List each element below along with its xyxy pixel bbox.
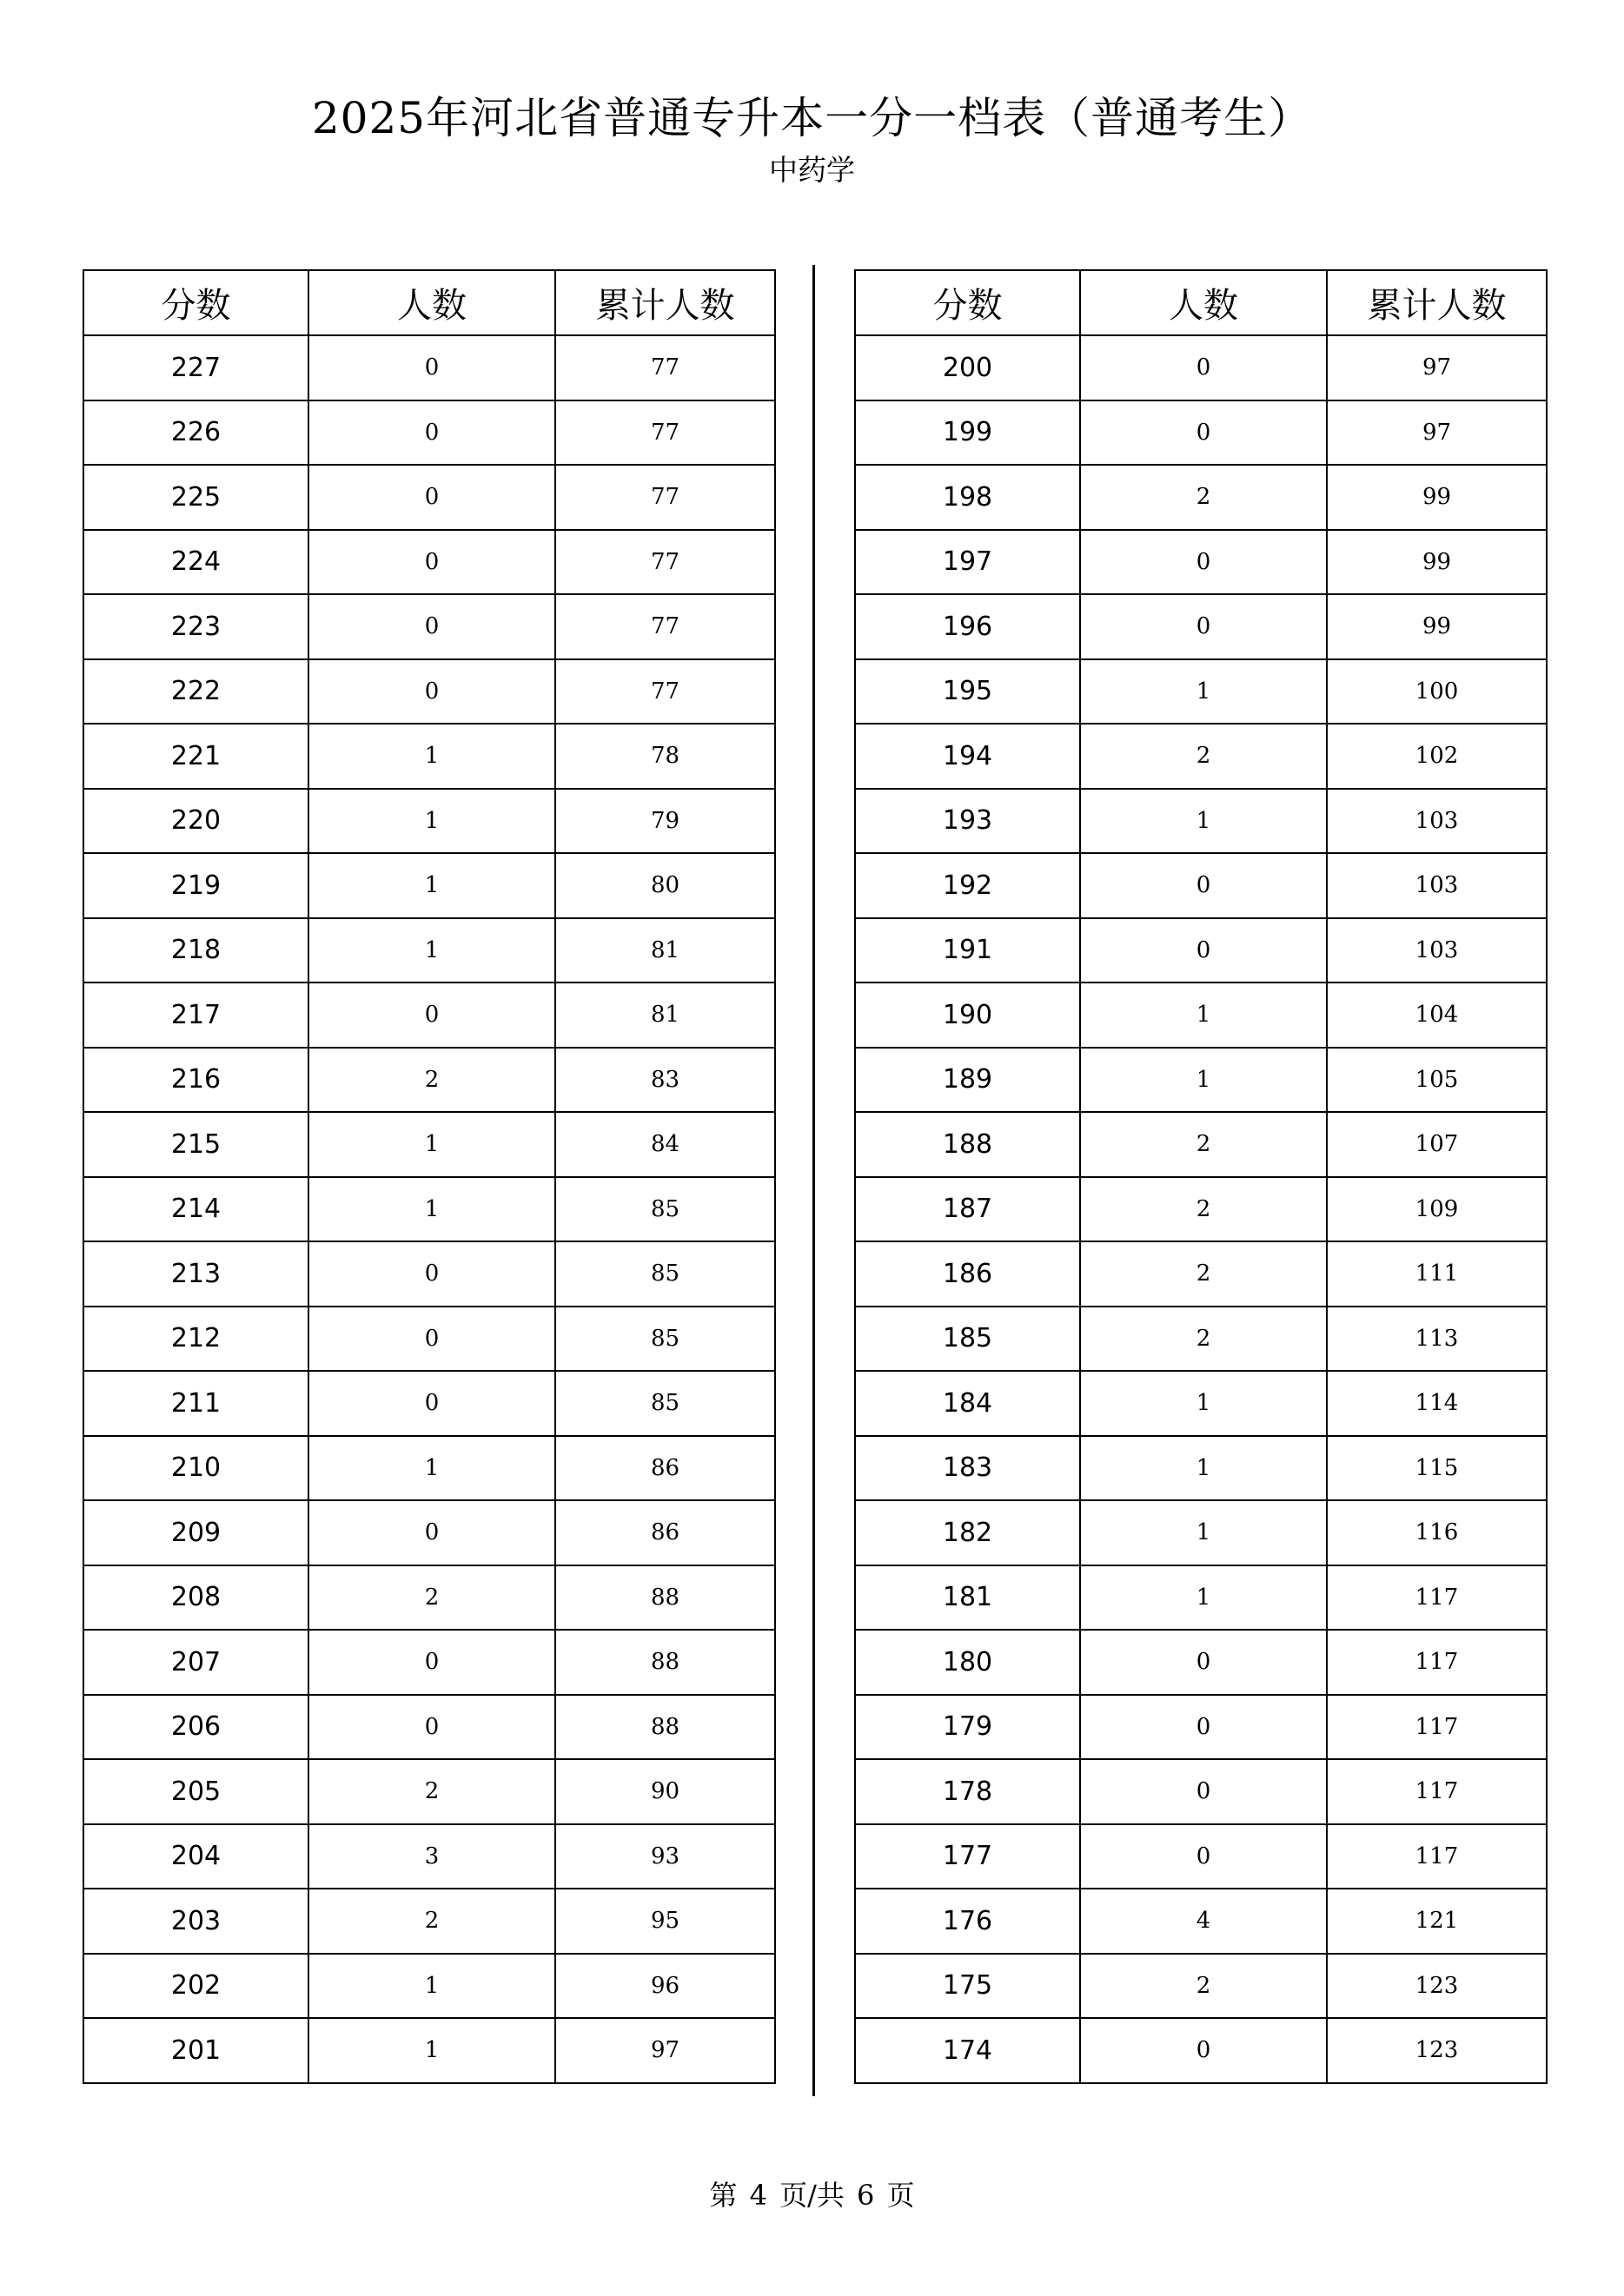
count-cell: 1 <box>308 1436 555 1501</box>
table-row <box>855 530 1547 595</box>
cumulative-cell: 113 <box>1327 1307 1547 1372</box>
score-cell: 204 <box>83 1824 308 1889</box>
table-row <box>83 1695 775 1760</box>
count-cell: 0 <box>1080 530 1327 595</box>
table-row <box>855 659 1547 725</box>
cumulative-cell: 88 <box>555 1565 775 1631</box>
cumulative-cell: 96 <box>555 1954 775 2019</box>
cumulative-cell: 109 <box>1327 1177 1547 1242</box>
cumulative-cell: 105 <box>1327 1048 1547 1113</box>
count-cell: 0 <box>308 1241 555 1307</box>
cumulative-cell: 111 <box>1327 1241 1547 1307</box>
score-cell: 176 <box>855 1889 1080 1954</box>
header-score: 分数 <box>855 270 1080 335</box>
score-cell: 191 <box>855 918 1080 983</box>
table-row <box>83 659 775 725</box>
cumulative-cell: 102 <box>1327 724 1547 789</box>
table-row <box>855 1630 1547 1695</box>
score-cell: 196 <box>855 594 1080 659</box>
count-cell: 0 <box>1080 1824 1327 1889</box>
table-row <box>83 530 775 595</box>
cumulative-cell: 103 <box>1327 918 1547 983</box>
score-cell: 227 <box>83 335 308 400</box>
score-cell: 198 <box>855 465 1080 530</box>
cumulative-cell: 85 <box>555 1371 775 1436</box>
table-row <box>855 465 1547 530</box>
cumulative-cell: 83 <box>555 1048 775 1113</box>
table-row <box>83 465 775 530</box>
score-cell: 200 <box>855 335 1080 400</box>
cumulative-cell: 77 <box>555 659 775 725</box>
count-cell: 0 <box>308 1371 555 1436</box>
score-cell: 178 <box>855 1759 1080 1824</box>
score-cell: 186 <box>855 1241 1080 1307</box>
count-cell: 0 <box>1080 1759 1327 1824</box>
table-row <box>83 1371 775 1436</box>
count-cell: 1 <box>308 918 555 983</box>
count-cell: 1 <box>1080 789 1327 854</box>
cumulative-cell: 117 <box>1327 1565 1547 1631</box>
count-cell: 0 <box>1080 918 1327 983</box>
score-cell: 192 <box>855 853 1080 918</box>
count-cell: 0 <box>308 594 555 659</box>
score-cell: 197 <box>855 530 1080 595</box>
count-cell: 3 <box>308 1824 555 1889</box>
score-cell: 208 <box>83 1565 308 1631</box>
count-cell: 2 <box>308 1759 555 1824</box>
table-row <box>855 2018 1547 2083</box>
count-cell: 0 <box>308 1500 555 1565</box>
table-row <box>83 853 775 918</box>
count-cell: 1 <box>1080 983 1327 1048</box>
table-row <box>855 853 1547 918</box>
score-cell: 194 <box>855 724 1080 789</box>
count-cell: 2 <box>308 1889 555 1954</box>
cumulative-cell: 86 <box>555 1500 775 1565</box>
score-cell: 193 <box>855 789 1080 854</box>
count-cell: 2 <box>1080 724 1327 789</box>
score-cell: 224 <box>83 530 308 595</box>
table-row <box>83 1630 775 1695</box>
cumulative-cell: 77 <box>555 465 775 530</box>
table-row <box>83 1307 775 1372</box>
score-cell: 203 <box>83 1889 308 1954</box>
count-cell: 2 <box>1080 1241 1327 1307</box>
count-cell: 0 <box>308 659 555 725</box>
score-cell: 190 <box>855 983 1080 1048</box>
table-row <box>855 1436 1547 1501</box>
cumulative-cell: 123 <box>1327 1954 1547 2019</box>
cumulative-cell: 80 <box>555 853 775 918</box>
count-cell: 0 <box>1080 853 1327 918</box>
score-cell: 211 <box>83 1371 308 1436</box>
count-cell: 0 <box>308 530 555 595</box>
table-row <box>855 1048 1547 1113</box>
table-row <box>855 335 1547 400</box>
cumulative-cell: 103 <box>1327 853 1547 918</box>
count-cell: 1 <box>1080 1436 1327 1501</box>
cumulative-cell: 85 <box>555 1307 775 1372</box>
table-row <box>855 1307 1547 1372</box>
score-cell: 226 <box>83 400 308 466</box>
cumulative-cell: 81 <box>555 918 775 983</box>
count-cell: 2 <box>1080 465 1327 530</box>
cumulative-cell: 99 <box>1327 594 1547 659</box>
score-cell: 213 <box>83 1241 308 1307</box>
count-cell: 2 <box>1080 1307 1327 1372</box>
table-row <box>83 1565 775 1631</box>
table-row <box>83 724 775 789</box>
count-cell: 2 <box>1080 1954 1327 2019</box>
table-row <box>855 1824 1547 1889</box>
cumulative-cell: 99 <box>1327 530 1547 595</box>
score-cell: 219 <box>83 853 308 918</box>
table-row <box>83 594 775 659</box>
header-count: 人数 <box>1080 270 1327 335</box>
score-cell: 201 <box>83 2018 308 2083</box>
count-cell: 0 <box>1080 2018 1327 2083</box>
cumulative-cell: 93 <box>555 1824 775 1889</box>
score-cell: 205 <box>83 1759 308 1824</box>
score-cell: 209 <box>83 1500 308 1565</box>
cumulative-cell: 88 <box>555 1630 775 1695</box>
table-row <box>855 1695 1547 1760</box>
cumulative-cell: 117 <box>1327 1759 1547 1824</box>
count-cell: 1 <box>1080 659 1327 725</box>
count-cell: 2 <box>1080 1112 1327 1177</box>
score-cell: 220 <box>83 789 308 854</box>
cumulative-cell: 85 <box>555 1177 775 1242</box>
score-cell: 206 <box>83 1695 308 1760</box>
cumulative-cell: 95 <box>555 1889 775 1954</box>
table-header-row <box>855 270 1547 335</box>
count-cell: 1 <box>1080 1565 1327 1631</box>
table-row <box>83 918 775 983</box>
table-row <box>855 1759 1547 1824</box>
cumulative-cell: 97 <box>555 2018 775 2083</box>
score-cell: 215 <box>83 1112 308 1177</box>
table-row <box>855 1371 1547 1436</box>
cumulative-cell: 117 <box>1327 1695 1547 1760</box>
cumulative-cell: 100 <box>1327 659 1547 725</box>
table-row <box>83 789 775 854</box>
cumulative-cell: 84 <box>555 1112 775 1177</box>
count-cell: 0 <box>308 1695 555 1760</box>
cumulative-cell: 81 <box>555 983 775 1048</box>
cumulative-cell: 117 <box>1327 1824 1547 1889</box>
cumulative-cell: 104 <box>1327 983 1547 1048</box>
count-cell: 1 <box>1080 1048 1327 1113</box>
page-footer: 第 4 页/共 6 页 <box>709 2179 915 2212</box>
cumulative-cell: 97 <box>1327 335 1547 400</box>
cumulative-cell: 115 <box>1327 1436 1547 1501</box>
header-cumulative: 累计人数 <box>555 270 775 335</box>
cumulative-cell: 77 <box>555 530 775 595</box>
count-cell: 0 <box>308 465 555 530</box>
cumulative-cell: 116 <box>1327 1500 1547 1565</box>
table-row <box>855 983 1547 1048</box>
count-cell: 2 <box>1080 1177 1327 1242</box>
cumulative-cell: 78 <box>555 724 775 789</box>
table-header-row <box>83 270 775 335</box>
count-cell: 0 <box>308 335 555 400</box>
page-title: 2025年河北省普通专升本一分一档表（普通考生） <box>311 93 1313 143</box>
score-cell: 225 <box>83 465 308 530</box>
cumulative-cell: 117 <box>1327 1630 1547 1695</box>
table-row <box>83 983 775 1048</box>
score-cell: 174 <box>855 2018 1080 2083</box>
table-row <box>83 2018 775 2083</box>
count-cell: 1 <box>1080 1371 1327 1436</box>
count-cell: 0 <box>1080 335 1327 400</box>
score-cell: 199 <box>855 400 1080 466</box>
score-cell: 180 <box>855 1630 1080 1695</box>
table-row <box>83 1824 775 1889</box>
table-row <box>83 1759 775 1824</box>
score-cell: 188 <box>855 1112 1080 1177</box>
score-cell: 177 <box>855 1824 1080 1889</box>
table-row <box>855 400 1547 466</box>
score-cell: 210 <box>83 1436 308 1501</box>
score-cell: 179 <box>855 1695 1080 1760</box>
score-cell: 184 <box>855 1371 1080 1436</box>
table-row <box>83 1436 775 1501</box>
score-cell: 185 <box>855 1307 1080 1372</box>
cumulative-cell: 77 <box>555 335 775 400</box>
cumulative-cell: 85 <box>555 1241 775 1307</box>
cumulative-cell: 90 <box>555 1759 775 1824</box>
table-row <box>855 1241 1547 1307</box>
score-table-left-body <box>83 335 775 2083</box>
count-cell: 1 <box>308 789 555 854</box>
score-cell: 195 <box>855 659 1080 725</box>
count-cell: 2 <box>308 1048 555 1113</box>
score-cell: 207 <box>83 1630 308 1695</box>
score-cell: 181 <box>855 1565 1080 1631</box>
cumulative-cell: 99 <box>1327 465 1547 530</box>
table-row <box>855 1565 1547 1631</box>
table-row <box>855 594 1547 659</box>
cumulative-cell: 103 <box>1327 789 1547 854</box>
table-row <box>83 335 775 400</box>
score-table-right <box>854 269 1548 2084</box>
score-cell: 214 <box>83 1177 308 1242</box>
table-row <box>83 1889 775 1954</box>
cumulative-cell: 88 <box>555 1695 775 1760</box>
table-row <box>855 724 1547 789</box>
table-row <box>855 1954 1547 2019</box>
header-cumulative: 累计人数 <box>1327 270 1547 335</box>
count-cell: 0 <box>308 1307 555 1372</box>
cumulative-cell: 107 <box>1327 1112 1547 1177</box>
cumulative-cell: 77 <box>555 400 775 466</box>
cumulative-cell: 114 <box>1327 1371 1547 1436</box>
page-subtitle: 中药学 <box>769 153 855 187</box>
count-cell: 4 <box>1080 1889 1327 1954</box>
table-row <box>855 918 1547 983</box>
table-row <box>855 1500 1547 1565</box>
score-cell: 183 <box>855 1436 1080 1501</box>
table-row <box>855 1889 1547 1954</box>
score-cell: 216 <box>83 1048 308 1113</box>
count-cell: 1 <box>1080 1500 1327 1565</box>
table-row <box>855 1112 1547 1177</box>
count-cell: 2 <box>308 1565 555 1631</box>
score-table-right-body <box>855 335 1547 2083</box>
header-count: 人数 <box>308 270 555 335</box>
score-cell: 212 <box>83 1307 308 1372</box>
cumulative-cell: 86 <box>555 1436 775 1501</box>
cumulative-cell: 77 <box>555 594 775 659</box>
table-row <box>83 1241 775 1307</box>
table-row <box>855 1177 1547 1242</box>
score-cell: 175 <box>855 1954 1080 2019</box>
count-cell: 1 <box>308 2018 555 2083</box>
count-cell: 0 <box>308 1630 555 1695</box>
count-cell: 1 <box>308 1177 555 1242</box>
count-cell: 1 <box>308 724 555 789</box>
score-cell: 202 <box>83 1954 308 2019</box>
count-cell: 0 <box>308 983 555 1048</box>
table-row <box>83 1177 775 1242</box>
header-score: 分数 <box>83 270 308 335</box>
cumulative-cell: 79 <box>555 789 775 854</box>
count-cell: 0 <box>1080 594 1327 659</box>
score-table-left <box>83 269 776 2084</box>
count-cell: 1 <box>308 853 555 918</box>
table-row <box>83 1954 775 2019</box>
score-cell: 217 <box>83 983 308 1048</box>
cumulative-cell: 97 <box>1327 400 1547 466</box>
table-row <box>855 789 1547 854</box>
count-cell: 0 <box>1080 1630 1327 1695</box>
table-row <box>83 1112 775 1177</box>
score-cell: 187 <box>855 1177 1080 1242</box>
count-cell: 0 <box>1080 1695 1327 1760</box>
table-row <box>83 1500 775 1565</box>
count-cell: 0 <box>1080 400 1327 466</box>
score-cell: 222 <box>83 659 308 725</box>
score-cell: 189 <box>855 1048 1080 1113</box>
count-cell: 0 <box>308 400 555 466</box>
count-cell: 1 <box>308 1112 555 1177</box>
score-cell: 218 <box>83 918 308 983</box>
score-cell: 221 <box>83 724 308 789</box>
score-cell: 182 <box>855 1500 1080 1565</box>
table-row <box>83 1048 775 1113</box>
cumulative-cell: 121 <box>1327 1889 1547 1954</box>
count-cell: 1 <box>308 1954 555 2019</box>
column-divider <box>812 265 815 2096</box>
cumulative-cell: 123 <box>1327 2018 1547 2083</box>
score-cell: 223 <box>83 594 308 659</box>
table-row <box>83 400 775 466</box>
